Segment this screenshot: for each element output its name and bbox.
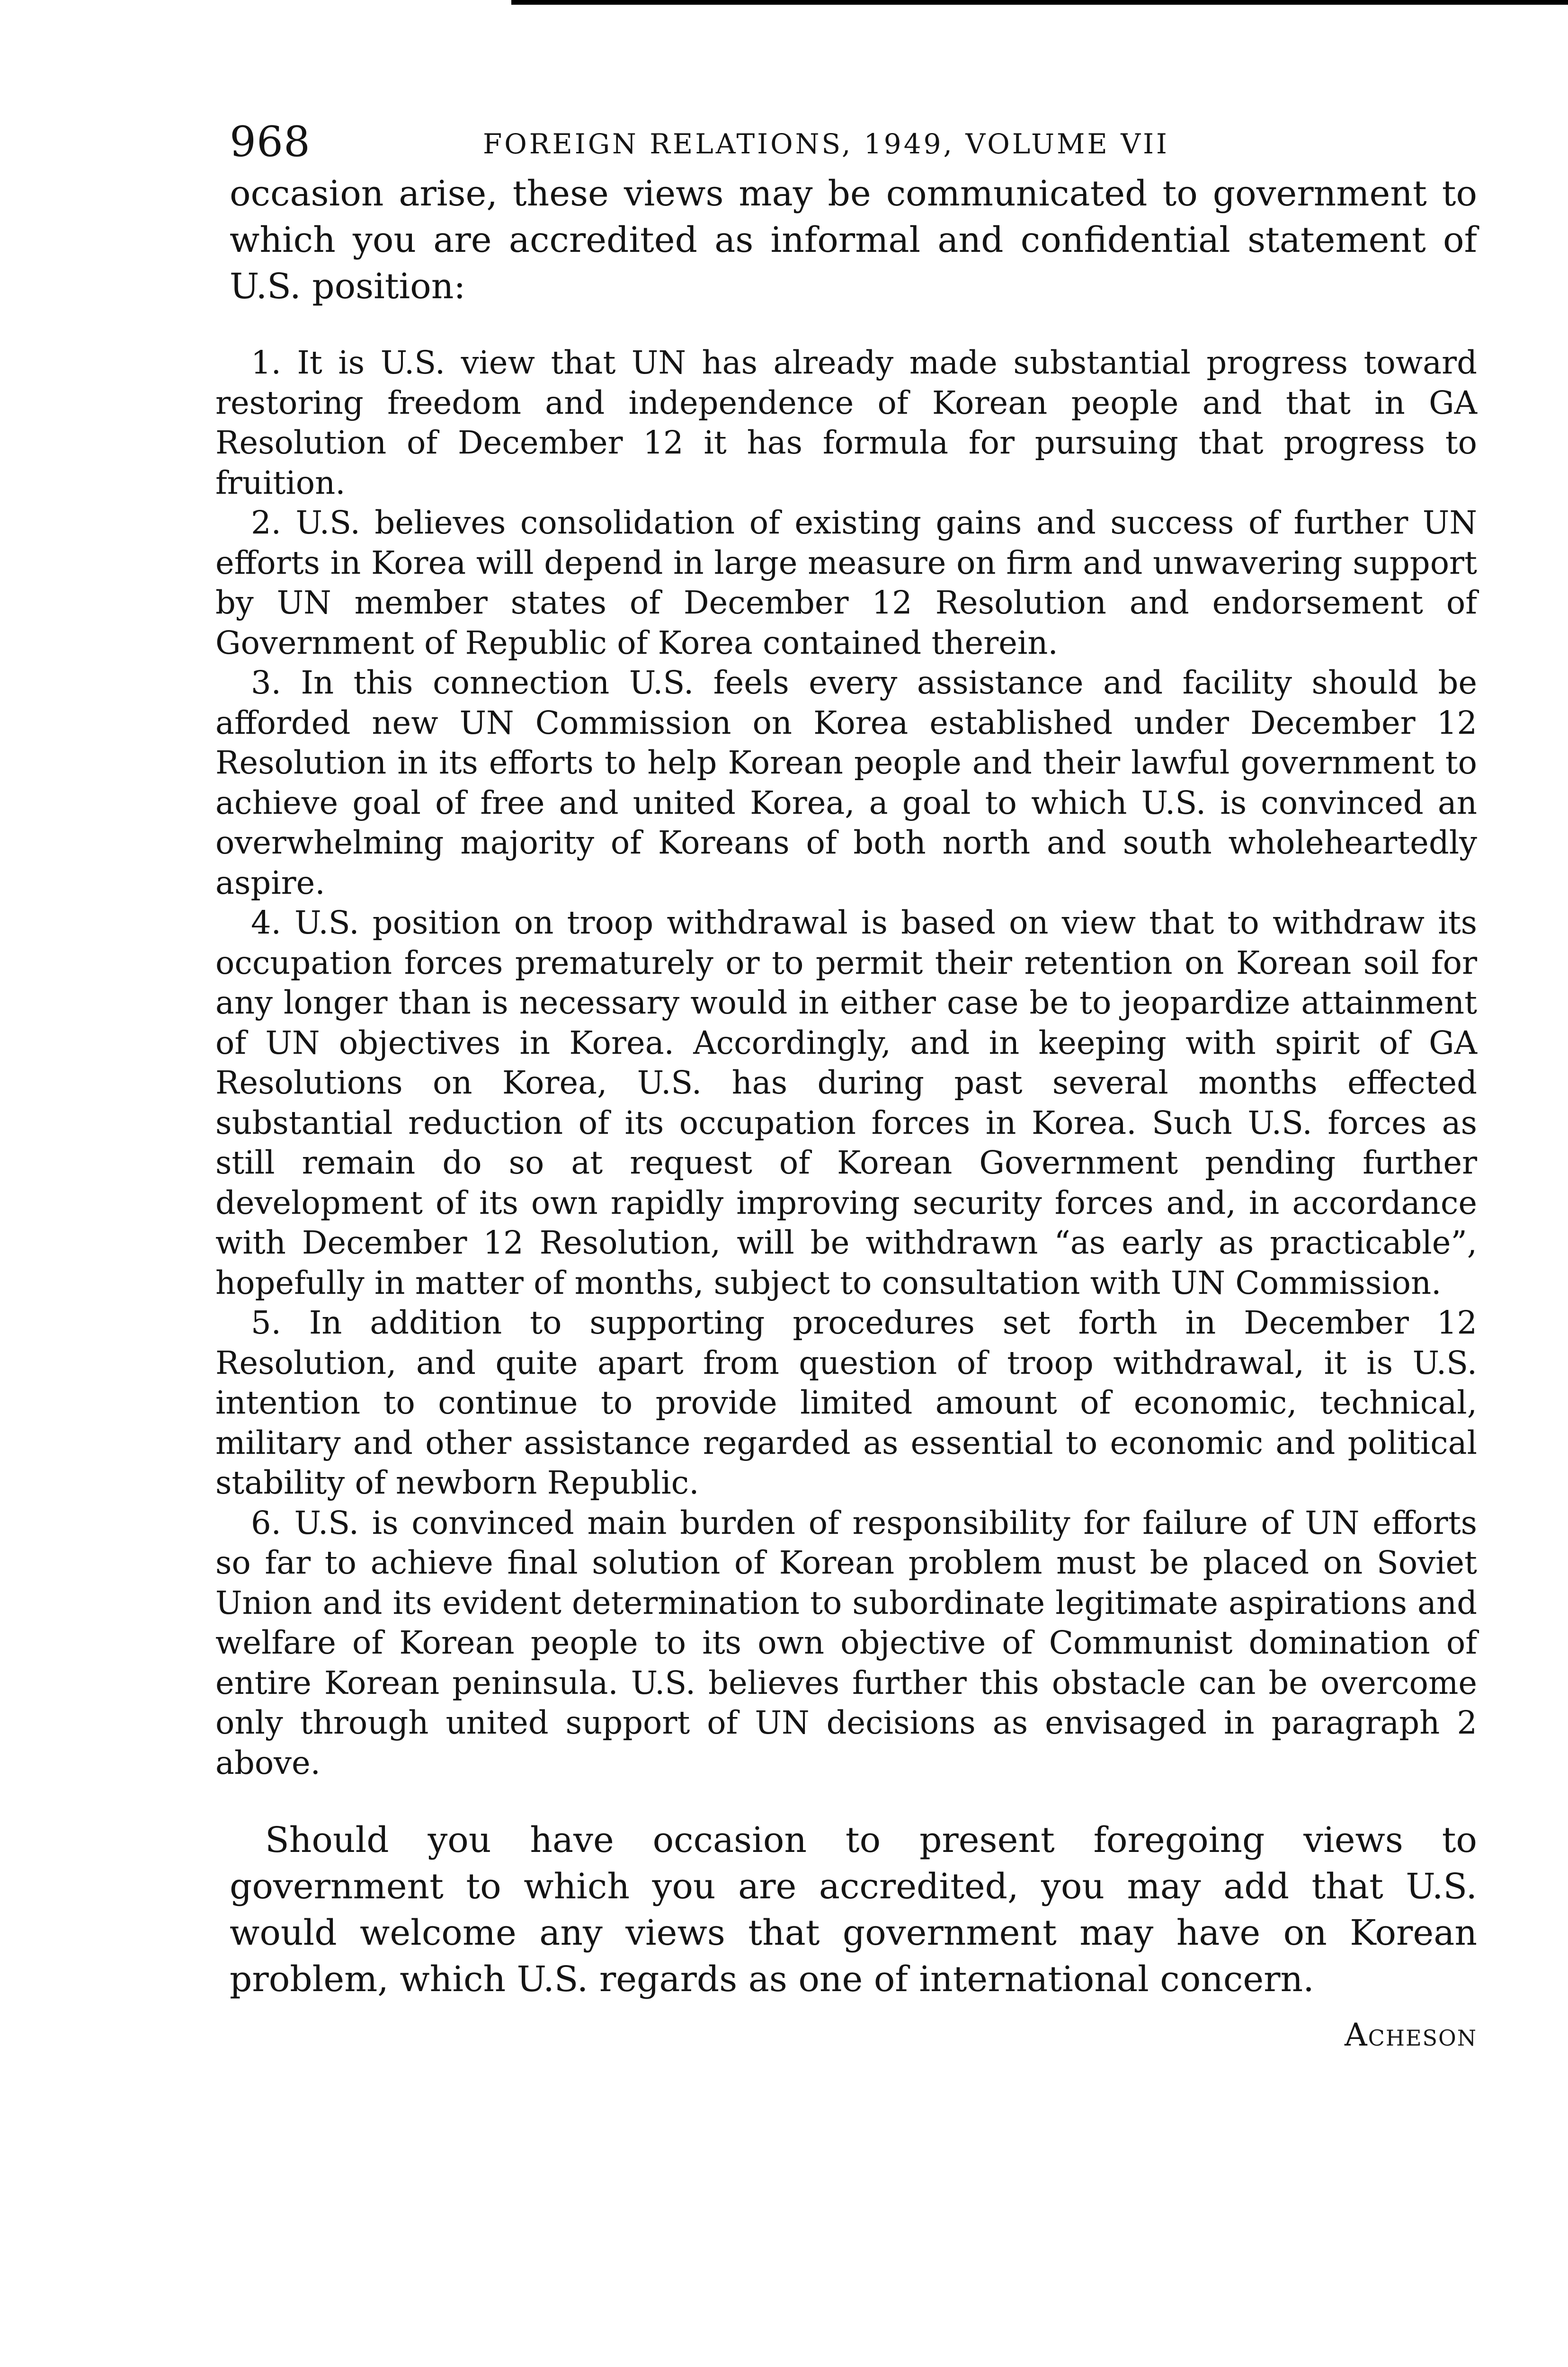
- document-page: [215, 109, 1477, 2053]
- list-item-1: 1. It is U.S. view that UN has already made substantial progress toward restoring freedom and independence of Korean people and that in GA Resolution of December 12 it has formula for pursuing that progress to fruition.: [215, 344, 1477, 501]
- list-item-4: 4. U.S. position on troop withdrawal is based on view that to withdraw its occupation forces prematurely or to permit their retention on Korean soil for any longer than is necessary would in either case be to jeopardize attainment of UN objectives in Korea. Accordingly, and in keeping with spirit of GA Resolutions on Korea, U.S. has during past several months effected substantial reduction of its occupation forces in Korea. Such U.S. forces as still remain do so at request of Korean Government pending further development of its own rapidly improving security forces and, in accordance with December 12 Resolution, will be withdrawn “as early as practicable”, hopefully in matter of months, subject to consultation with UN Commission.: [215, 904, 1477, 1301]
- list-item-5: 5. In addition to supporting procedures set forth in December 12 Resolution, and quite apart from question of troop withdrawal, it is U.S. intention to continue to provide limited amount of economic, technical, military and other assistance regarded as essential to economic and political stability of newborn Republic.: [215, 1304, 1477, 1501]
- top-border-rule: [511, 0, 1568, 5]
- running-header: [215, 109, 1477, 170]
- lead-paragraph: occasion arise, these views may be communicated to government to which you are accredited as informal and confidential statement of U.S. position:: [230, 173, 1477, 307]
- list-item-3: 3. In this connection U.S. feels every assistance and facility should be afforded new UN Commission on Korea established under December 12 Resolution in its efforts to help Korean people and their lawful government to achieve goal of free and united Korea, a goal to which U.S. is convinced an overwhelming majority of Koreans of both north and south wholeheartedly aspire.: [215, 664, 1477, 901]
- list-item-6: 6. U.S. is convinced main burden of responsibility for failure of UN efforts so far to achieve final solution of Korean problem must be placed on Soviet Union and its evident determination to subordinate legitimate aspirations and welfare of Korean people to its own objective of Communist domination of entire Korean peninsula. U.S. believes further this obstacle can be overcome only through united support of UN decisions as envisaged in paragraph 2 above.: [215, 1504, 1477, 1781]
- signature: Acheson: [1344, 2017, 1477, 2053]
- list-item-2: 2. U.S. believes consolidation of existing gains and success of further UN efforts in Korea will depend in large measure on firm and unwavering support by UN member states of December 12 Resolution and endorsement of Government of Republic of Korea contained therein.: [215, 504, 1477, 661]
- page-number: 968: [230, 117, 311, 166]
- closing-paragraph: Should you have occasion to present foregoing views to government to which you are accredited, you may add that U.S. would welcome any views that government may have on Korean problem, which U.S. regards as one of international concern.: [230, 1820, 1477, 2000]
- running-title: FOREIGN RELATIONS, 1949, VOLUME VII: [483, 128, 1169, 160]
- numbered-points-list: [215, 343, 1477, 1783]
